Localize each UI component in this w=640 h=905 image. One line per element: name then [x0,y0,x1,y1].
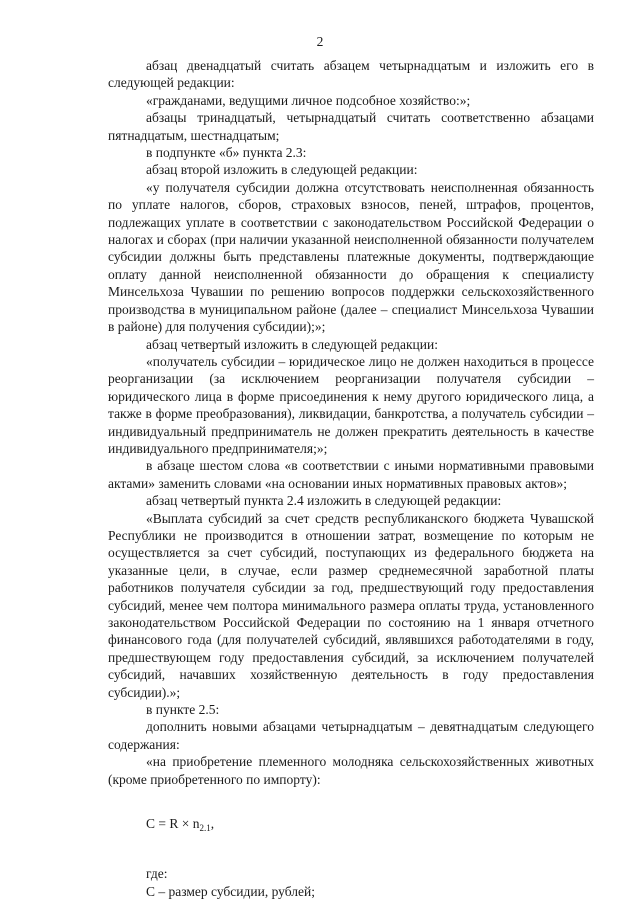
paragraph: «получатель субсидии – юридическое лицо не должен находиться в процессе реорганизации (за исключением реорганизации получателя субсидии – юридического лица в форме присоединения к нему другого юридического лица, а также в форме преобразования), ликвидации, банкротства, а получатель субсидии – индивидуальный предприниматель не должен прекратить деятельность в качестве индивидуального предпринимателя;»; [108,353,594,456]
paragraph: C – размер субсидии, рублей; [146,883,315,899]
paragraph: абзацы тринадцатый, четырнадцатый считать соответственно абзацами пятнадцатым, шестнадцатым; [108,110,594,143]
paragraph: «у получателя субсидии должна отсутствовать неисполненная обязанность по уплате налогов, сборов, страховых взносов, пеней, штрафов, процентов, подлежащих уплате в соответствии с законодательством Российской Федерации о налогах и сборах (при наличии указанной неисполненной обязанности получателем субсидии должны быть представлены платежные документы, подтверждающие оплату данной неисполненной обязанности до обращения к специалисту Минсельхоза Чувашии по решению вопросов поддержки сельскохозяйственного производства в муниципальном районе (далее – специалист Минсельхоза Чувашии в районе) для получения субсидии);»; [108,179,594,335]
formula-main: C = R × n [146,816,200,832]
paragraph: абзац двенадцатый считать абзацем четырнадцатым и изложить его в следующей редакции: [108,58,594,91]
paragraph: «Выплата субсидий за счет средств республиканского бюджета Чувашской Республики не производится в отношении затрат, возмещение по которым не осуществляется за счет субсидий, поступающих из федерального бюджета на указанные цели, в случае, если размер среднемесячной заработной платы работников получателя субсидии за год, предшествующий году предоставления субсидий, менее чем полтора минимального размера оплаты труда, установленного законодательством Российской Федерации по состоянию на 1 января отчетного финансового года (для получателей субсидий, являвшихся работодателями в году, предшествующем году предоставления субсидий, за исключением получателей субсидий, начавших хозяйственную деятельность в году предоставления субсидии).»; [108,510,594,700]
paragraph: в пункте 2.5: [146,702,220,718]
formula-tail: , [210,816,215,832]
formula [146,815,594,837]
page-number: 2 [316,34,324,49]
paragraph: где: [146,866,168,882]
paragraph: абзац второй изложить в следующей редакции: [146,162,418,178]
paragraph: дополнить новыми абзацами четырнадцатым – девятнадцатым следующего содержания: [108,719,594,752]
paragraph: абзац четвертый пункта 2.4 изложить в следующей редакции: [146,493,502,509]
paragraph: абзац четвертый изложить в следующей редакции: [146,336,438,352]
paragraph: «на приобретение племенного молодняка сельскохозяйственных животных (кроме приобретенного по импорту): [108,754,594,787]
paragraph: в абзаце шестом слова «в соответствии с иными нормативными правовыми актами» заменить словами «на основании иных нормативных правовых актов»; [108,458,594,491]
paragraph: в подпункте «б» пункта 2.3: [146,145,307,161]
paragraph: «гражданами, ведущими личное подсобное хозяйство:»; [146,92,471,108]
document-body [108,57,594,900]
formula-subscript: 2.1 [199,823,211,834]
